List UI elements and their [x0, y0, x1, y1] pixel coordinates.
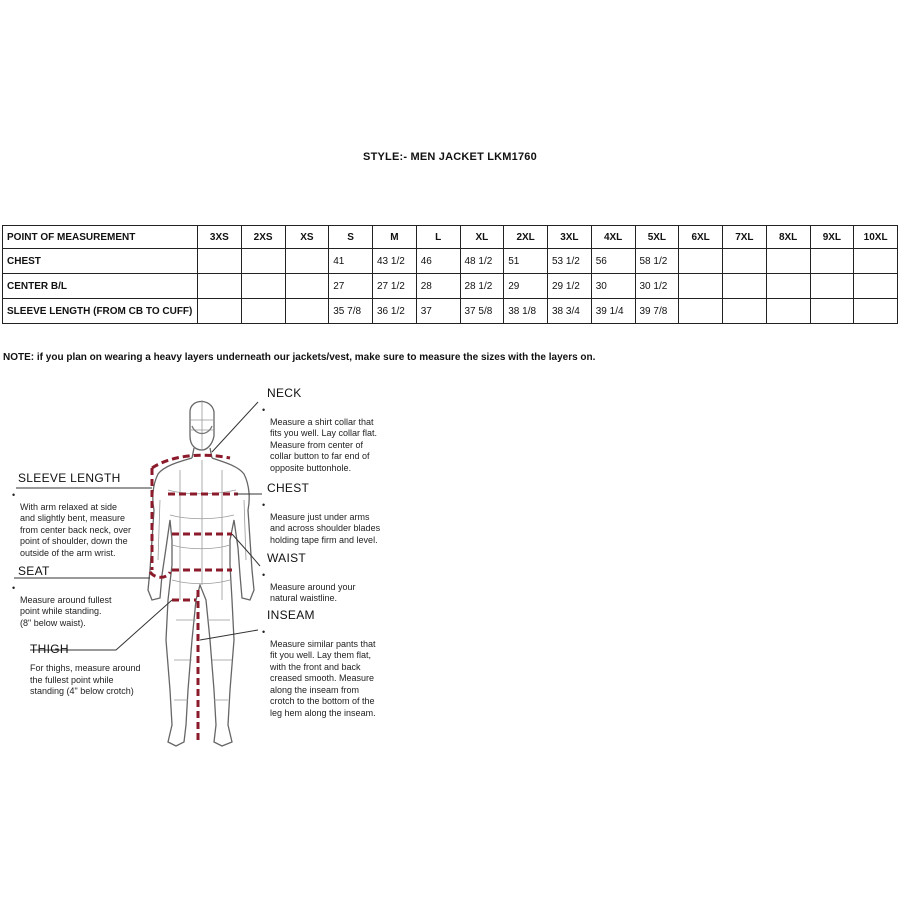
waist-description: [270, 570, 356, 605]
description-line: collar button to far end of: [270, 451, 370, 461]
description-line: holding tape firm and level.: [270, 534, 378, 545]
size-header-cell: L: [416, 226, 460, 249]
neck-shoulder-line: [152, 455, 230, 468]
table-cell: [285, 249, 329, 274]
row-label: CHEST: [3, 249, 198, 274]
style-title: STYLE:- MEN JACKET LKM1760: [363, 151, 537, 163]
description-line: • Measure just under arms: [270, 511, 370, 522]
table-cell: [241, 299, 285, 324]
size-header-cell: 3XS: [198, 226, 242, 249]
description-line: from center back neck, over: [20, 524, 132, 535]
table-cell: 48 1/2: [460, 249, 504, 274]
waist-heading: WAIST: [267, 551, 307, 565]
table-cell: 58 1/2: [635, 249, 679, 274]
description-line: • Measure a shirt collar that: [270, 416, 374, 427]
description-line: and across shoulder blades: [270, 523, 381, 533]
table-cell: 29: [504, 274, 548, 299]
size-header-cell: 9XL: [810, 226, 854, 249]
description-line: • Measure around fullest: [20, 594, 112, 605]
size-header-cell: M: [373, 226, 417, 249]
table-cell: 38 1/8: [504, 299, 548, 324]
size-header-cell: 3XL: [548, 226, 592, 249]
table-cell: [198, 299, 242, 324]
size-header-cell: 10XL: [854, 226, 898, 249]
description-line: with the front and back: [270, 661, 361, 672]
table-cell: [854, 249, 898, 274]
table-cell: [854, 274, 898, 299]
neck-description: [270, 405, 377, 474]
table-cell: 37 5/8: [460, 299, 504, 324]
description-line: standing (4" below crotch): [30, 686, 134, 696]
inseam-heading: INSEAM: [267, 608, 315, 622]
description-line: point of shoulder, down the: [20, 536, 128, 546]
table-row: [3, 249, 898, 274]
description-line: • With arm relaxed at side: [20, 501, 118, 512]
table-cell: 43 1/2: [373, 249, 417, 274]
table-cell: [810, 249, 854, 274]
description-line: the fullest point while: [30, 674, 114, 685]
table-cell: [854, 299, 898, 324]
table-cell: [285, 274, 329, 299]
size-header-cell: 2XS: [241, 226, 285, 249]
table-cell: [810, 299, 854, 324]
seat-heading: SEAT: [18, 564, 50, 578]
thigh-description: [30, 663, 141, 698]
table-cell: [766, 299, 810, 324]
table-cell: 39 1/4: [591, 299, 635, 324]
table-cell: 46: [416, 249, 460, 274]
table-cell: 27: [329, 274, 373, 299]
table-cell: [679, 274, 723, 299]
size-chart-table: [2, 225, 898, 324]
table-cell: 56: [591, 249, 635, 274]
description-line: fit you well. Lay them flat,: [270, 650, 372, 660]
wrist-line: [150, 572, 170, 577]
description-line: fits you well. Lay collar flat.: [270, 428, 378, 438]
size-header-cell: 4XL: [591, 226, 635, 249]
chest-heading: CHEST: [267, 481, 310, 495]
seat-description: [20, 583, 112, 629]
description-line: along the inseam from: [270, 684, 360, 695]
table-cell: [198, 274, 242, 299]
table-row: [3, 274, 898, 299]
table-cell: 27 1/2: [373, 274, 417, 299]
table-cell: [723, 249, 767, 274]
description-line: Measure from center of: [270, 439, 364, 450]
table-cell: [241, 249, 285, 274]
size-header-cell: 5XL: [635, 226, 679, 249]
neck-leader: [212, 402, 258, 452]
table-cell: [679, 249, 723, 274]
neck-heading: NECK: [267, 386, 302, 400]
table-cell: 36 1/2: [373, 299, 417, 324]
description-line: crotch to the bottom of the: [270, 696, 375, 706]
row-label: CENTER B/L: [3, 274, 198, 299]
table-cell: 35 7/8: [329, 299, 373, 324]
row-label: SLEEVE LENGTH (FROM CB TO CUFF): [3, 299, 198, 324]
waist-leader: [232, 534, 260, 566]
table-cell: 30: [591, 274, 635, 299]
sleeve-length-heading: SLEEVE LENGTH: [18, 471, 121, 485]
description-line: • Measure around your: [270, 581, 356, 592]
size-header-cell: 7XL: [723, 226, 767, 249]
table-cell: [198, 249, 242, 274]
size-header-cell: XS: [285, 226, 329, 249]
description-line: outside of the arm wrist.: [20, 547, 116, 558]
table-cell: 28: [416, 274, 460, 299]
table-cell: [723, 299, 767, 324]
table-cell: [723, 274, 767, 299]
size-header-cell: 8XL: [766, 226, 810, 249]
table-cell: 53 1/2: [548, 249, 592, 274]
table-cell: [766, 274, 810, 299]
table-cell: 28 1/2: [460, 274, 504, 299]
table-row: [3, 299, 898, 324]
description-line: opposite buttonhole.: [270, 462, 352, 473]
size-header-cell: 2XL: [504, 226, 548, 249]
table-cell: [766, 249, 810, 274]
layering-note: NOTE: if you plan on wearing a heavy layers underneath our jackets/vest, make sure to measure the sizes with the layers on.: [3, 352, 596, 363]
description-line: and slightly bent, measure: [20, 513, 126, 523]
description-line: For thighs, measure around: [30, 663, 141, 673]
table-cell: [679, 299, 723, 324]
thigh-heading: THIGH: [30, 642, 69, 656]
table-cell: [810, 274, 854, 299]
sleeve-length-description: [20, 490, 131, 559]
table-cell: 37: [416, 299, 460, 324]
table-cell: 41: [329, 249, 373, 274]
chest-description: [270, 500, 380, 546]
size-header-cell: 6XL: [679, 226, 723, 249]
figure-outline: [148, 400, 254, 746]
table-cell: 51: [504, 249, 548, 274]
table-cell: [241, 274, 285, 299]
table-cell: 39 7/8: [635, 299, 679, 324]
description-line: (8" below waist).: [20, 617, 86, 628]
header-point-of-measurement: POINT OF MEASUREMENT: [3, 226, 198, 249]
description-line: creased smooth. Measure: [270, 673, 375, 683]
description-line: leg hem along the inseam.: [270, 707, 376, 718]
table-cell: [285, 299, 329, 324]
size-header-cell: XL: [460, 226, 504, 249]
table-cell: 30 1/2: [635, 274, 679, 299]
size-header-cell: S: [329, 226, 373, 249]
inseam-description: [270, 627, 376, 719]
measurement-lines: [150, 455, 238, 740]
description-line: natural waistline.: [270, 593, 338, 603]
table-header-row: [3, 226, 898, 249]
description-line: point while standing.: [20, 606, 102, 616]
table-cell: 38 3/4: [548, 299, 592, 324]
table-cell: 29 1/2: [548, 274, 592, 299]
description-line: • Measure similar pants that: [270, 638, 376, 649]
